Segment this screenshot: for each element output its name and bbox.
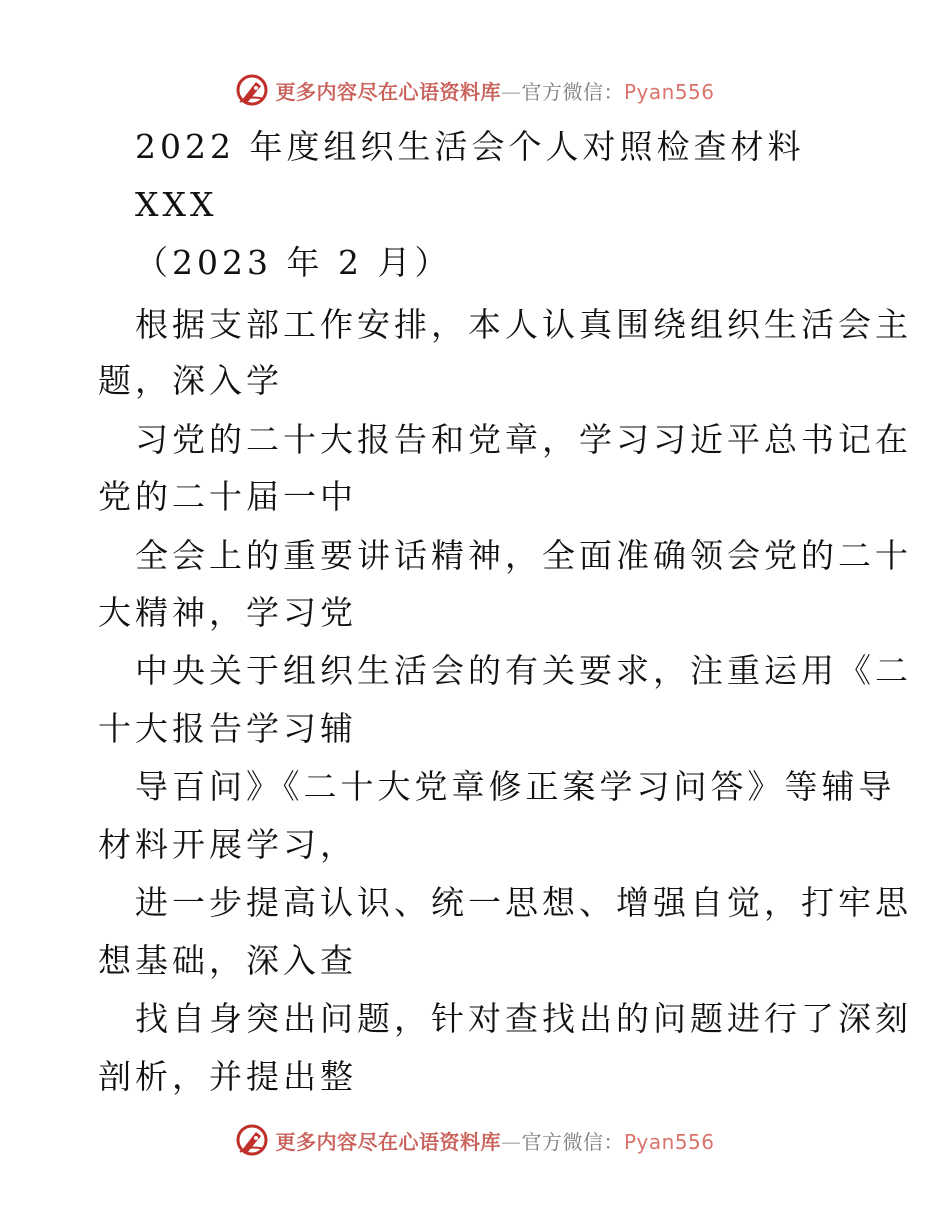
paragraph-line: 进一步提高认识、统一思想、增强自觉，打牢思 [135, 883, 912, 922]
paragraph-line: 中央关于组织生活会的有关要求，注重运用《二 [135, 651, 912, 690]
paragraph-line: 习党的二十大报告和党章，学习习近平总书记在 [135, 420, 912, 459]
paragraph-line: 材料开展学习， [98, 825, 357, 864]
paragraph-line: 党的二十届一中 [98, 477, 357, 516]
paragraph-line: 根据支部工作安排，本人认真围绕组织生活会主 [135, 305, 912, 344]
pen-logo-icon [235, 1123, 269, 1157]
paragraph-line: 题，深入学 [98, 361, 283, 400]
paragraph-line: 大精神，学习党 [98, 593, 357, 632]
watermark-wechat-account: Pyan556 [623, 1129, 715, 1154]
paragraph-line: 全会上的重要讲话精神，全面准确领会党的二十 [135, 536, 912, 575]
paragraph-line: 十大报告学习辅 [98, 709, 357, 748]
watermark-brand: 更多内容尽在心语资料库 [275, 1129, 501, 1154]
document-author: XXX [135, 185, 218, 224]
watermark-text [275, 1126, 714, 1155]
watermark-brand: 更多内容尽在心语资料库 [275, 79, 501, 104]
paragraph-line: 找自身突出问题，针对查找出的问题进行了深刻 [135, 999, 912, 1038]
bottom-watermark-banner [0, 1120, 950, 1160]
paragraph-line: 剖析，并提出整 [98, 1057, 357, 1096]
paragraph-line: 想基础，深入查 [98, 941, 357, 980]
watermark-separator: — [500, 79, 522, 104]
watermark-wechat-label: 官方微信： [521, 1129, 624, 1154]
paragraph-line: 导百问》《二十大党章修正案学习问答》等辅导 [135, 767, 896, 806]
watermark-wechat-label: 官方微信： [521, 79, 624, 104]
document-date: （2023 年 2 月） [135, 243, 452, 282]
watermark-wechat-account: Pyan556 [623, 79, 715, 104]
document-title: 2022 年度组织生活会个人对照检查材料 [135, 127, 805, 166]
watermark-separator: — [500, 1129, 522, 1154]
